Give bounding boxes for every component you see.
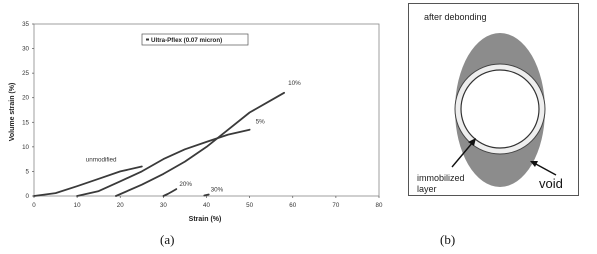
y-axis-title: Volume strain (%) <box>9 82 16 142</box>
legend <box>142 34 248 45</box>
y-axis-ticks <box>22 21 34 200</box>
x-tick-label: 50 <box>246 202 254 209</box>
series-line-4 <box>204 195 208 196</box>
x-tick-label: 60 <box>289 202 297 209</box>
x-tick-label: 80 <box>375 202 383 209</box>
caption-b: (b) <box>440 232 456 247</box>
y-tick-label: 5 <box>25 168 29 176</box>
y-tick-label: 25 <box>22 70 29 78</box>
y-tick-label: 10 <box>22 143 29 151</box>
x-tick-label: 40 <box>203 202 210 209</box>
y-tick-label: 0 <box>25 193 29 200</box>
x-axis-title: Strain (%) <box>188 216 222 223</box>
y-tick-label: 15 <box>22 119 29 127</box>
x-tick-label: 10 <box>73 202 81 209</box>
series-label-1: 5% <box>255 118 265 126</box>
debonding-diagram <box>408 3 580 197</box>
series-label-2: 10% <box>288 79 301 87</box>
particle <box>461 70 539 148</box>
series-label-0: unmodified <box>85 156 117 164</box>
legend-label: Ultra-Pflex (0.07 micron) <box>151 37 223 44</box>
legend-swatch <box>146 39 149 41</box>
caption-a: (a) <box>160 232 175 247</box>
x-tick-label: 20 <box>116 202 124 209</box>
series-label-3: 20% <box>179 181 192 189</box>
plot-area <box>34 24 379 196</box>
x-tick-label: 70 <box>332 202 340 209</box>
y-tick-label: 35 <box>22 21 29 28</box>
x-tick-label: 0 <box>32 202 36 209</box>
y-tick-label: 30 <box>22 45 29 53</box>
layer-label-line2: layer <box>417 184 437 194</box>
x-axis-ticks <box>32 196 383 209</box>
layer-label-line1: immobilized <box>417 173 465 183</box>
series-label-4: 30% <box>210 186 224 194</box>
diagram-title: after debonding <box>424 12 487 22</box>
y-tick-label: 20 <box>22 94 29 102</box>
x-tick-label: 30 <box>159 202 167 209</box>
void-label: void <box>539 176 563 191</box>
